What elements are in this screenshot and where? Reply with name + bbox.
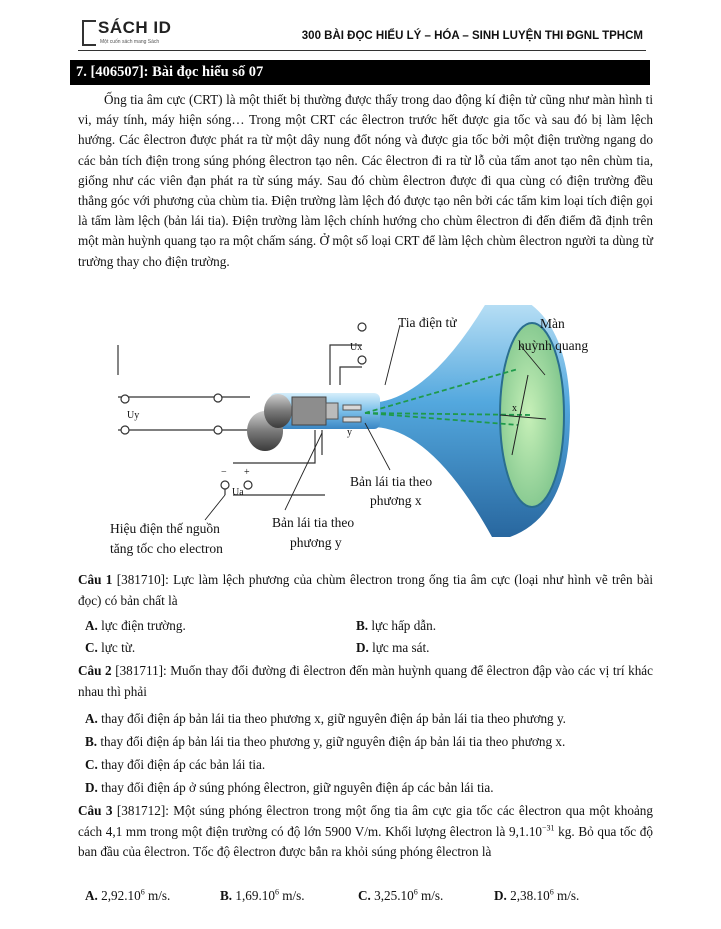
q3-option-a-key: A. bbox=[85, 888, 98, 903]
q3-option-a-exponent: 6 bbox=[140, 887, 145, 897]
question-1-label: Câu 1 bbox=[78, 572, 113, 587]
question-1 bbox=[78, 570, 653, 611]
question-2-text: [381711]: Muốn thay đổi đường đi êlectron đến màn huỳnh quang để êlectron đập vào các vị trí khác nhau thì phải bbox=[78, 663, 654, 699]
q2-option-d[interactable] bbox=[85, 780, 494, 796]
label-ux: Ux bbox=[350, 342, 363, 353]
label-axis-x: x bbox=[512, 403, 517, 414]
q3-option-b-key: B. bbox=[220, 888, 233, 903]
brand-logo bbox=[82, 18, 192, 52]
q2-option-c[interactable] bbox=[85, 757, 265, 773]
y-plate bbox=[326, 403, 338, 419]
label-screen-2: huỳnh quang bbox=[518, 338, 589, 353]
question-3-text-1: [381712]: Một súng phóng êlectron trong một ống tia âm cực gia tốc các êlectron qua một khoảng cách 4,1 mm trong một điện trường có độ lớn 5900 V/m. Khối lượng êlectron là 9,1.10 bbox=[78, 803, 653, 839]
label-beam: Tia điện tử bbox=[398, 315, 457, 330]
label-ua: Ua bbox=[232, 487, 244, 498]
q3-option-a-unit: m/s. bbox=[144, 888, 171, 903]
q3-option-b-exponent: 6 bbox=[274, 887, 279, 897]
label-plus: + bbox=[244, 467, 250, 478]
q1-option-c-key: C. bbox=[85, 640, 98, 655]
q1-option-c-text: lực từ. bbox=[97, 640, 136, 655]
q2-option-d-key: D. bbox=[85, 780, 98, 795]
q3-option-c-unit: m/s. bbox=[417, 888, 444, 903]
passage-text: Ống tia âm cực (CRT) là một thiết bị thường được thấy trong dao động kí điện tử cũng như màn hình ti vi, máy tính, máy hiện sóng… Trong một CRT các êlectron trước hết được gia tốc và sau đó bị làm lệch hướng. Các êlectron được phát ra từ một dây nung đốt nóng và được gia tốc bởi một điện trường ngang do các bản tích điện trong súng phóng êlectron tạo nên. Các êlectron đi ra từ lỗ của tấm anot tạo nên chùm tia, giống như các viên đạn phát ra từ súng máy. Sau đó chùm êlectron được đi qua cùng có điện trường đều thẳng góc với phương của chùm tia. Điện trường làm lệch đó được tạo nên bởi các tấm kim loại tích điện gọi là tấm làm lệch (bản lái tia). Điện trường làm lệch chính hướng cho chùm êlectron đi đến điểm đã định trên một màn huỳnh quang tạo ra một chấm sáng. Ở một số loại CRT để làm lệch chùm êlectron người ta dùng từ trường thay cho điện trường. bbox=[78, 92, 653, 269]
question-1-stem bbox=[78, 570, 653, 611]
question-2 bbox=[78, 661, 653, 702]
label-plate-y-1: Bản lái tia theo bbox=[272, 515, 355, 530]
q1-option-a-text: lực điện trường. bbox=[97, 618, 186, 633]
section-title: 7. [406507]: Bài đọc hiểu số 07 bbox=[70, 60, 650, 85]
q1-option-a[interactable] bbox=[85, 618, 186, 634]
gun-cathode bbox=[264, 394, 292, 428]
q3-option-d[interactable] bbox=[494, 888, 579, 904]
q3-option-a-mantissa: 2,92.10 bbox=[97, 888, 141, 903]
q2-option-b-text: thay đổi điện áp bản lái tia theo phương y, giữ nguyên điện áp bản lái tia theo phương x. bbox=[97, 734, 566, 749]
q2-option-c-key: C. bbox=[85, 757, 98, 772]
question-2-stem bbox=[78, 661, 653, 702]
book-icon bbox=[82, 20, 96, 46]
q2-option-d-text: thay đổi điện áp ở súng phóng êlectron, giữ nguyên điện áp các bản lái tia. bbox=[97, 780, 494, 795]
question-3-stem bbox=[78, 801, 653, 863]
label-plate-y-2: phương y bbox=[290, 535, 342, 550]
q2-option-a-key: A. bbox=[85, 711, 98, 726]
label-plate-x-1: Bản lái tia theo bbox=[350, 474, 433, 489]
q2-option-a[interactable] bbox=[85, 711, 566, 727]
q3-option-b-unit: m/s. bbox=[278, 888, 305, 903]
label-uy: Uy bbox=[127, 410, 140, 421]
q3-option-c-exponent: 6 bbox=[413, 887, 418, 897]
q3-option-c-mantissa: 3,25.10 bbox=[370, 888, 414, 903]
label-screen-1: Màn bbox=[540, 316, 565, 331]
q3-option-c[interactable] bbox=[358, 888, 443, 904]
logo-text: SÁCH ID bbox=[98, 18, 172, 37]
crt-diagram-svg bbox=[100, 305, 625, 560]
crt-diagram bbox=[100, 305, 625, 560]
q3-option-d-unit: m/s. bbox=[553, 888, 580, 903]
label-axis-y: y bbox=[347, 427, 352, 438]
question-3-exponent: −31 bbox=[542, 823, 555, 833]
q3-option-d-key: D. bbox=[494, 888, 507, 903]
document-title: 300 BÀI ĐỌC HIỂU LÝ – HÓA – SINH LUYỆN THI ĐGNL TPHCM bbox=[301, 30, 643, 42]
q3-option-d-exponent: 6 bbox=[549, 887, 554, 897]
x-plate-top bbox=[343, 405, 361, 410]
q1-option-b-key: B. bbox=[356, 618, 369, 633]
q1-option-d[interactable] bbox=[356, 640, 429, 656]
header-divider bbox=[78, 50, 646, 51]
question-2-label: Câu 2 bbox=[78, 663, 112, 678]
q1-option-a-key: A. bbox=[85, 618, 98, 633]
label-plate-x-2: phương x bbox=[370, 493, 422, 508]
question-3-label: Câu 3 bbox=[78, 803, 113, 818]
q3-option-b-mantissa: 1,69.10 bbox=[232, 888, 275, 903]
q1-option-d-key: D. bbox=[356, 640, 369, 655]
label-minus: − bbox=[221, 467, 227, 478]
q2-option-a-text: thay đổi điện áp bản lái tia theo phương x, giữ nguyên điện áp bản lái tia theo phương y. bbox=[97, 711, 566, 726]
q2-option-c-text: thay đổi điện áp các bản lái tia. bbox=[97, 757, 266, 772]
question-3-text-2: kg. Bỏ qua tốc độ ban đầu của êlectron. Tốc độ êlectron được bắn ra khỏi súng phóng êlectron là bbox=[78, 823, 653, 859]
logo-tagline: Một cuốn sách mang Sách bbox=[100, 39, 160, 45]
q3-option-a[interactable] bbox=[85, 888, 170, 904]
q1-option-b[interactable] bbox=[356, 618, 436, 634]
q2-option-b[interactable] bbox=[85, 734, 565, 750]
q1-option-b-text: lực hấp dẫn. bbox=[368, 618, 437, 633]
q3-option-d-mantissa: 2,38.10 bbox=[506, 888, 550, 903]
q3-option-b[interactable] bbox=[220, 888, 305, 904]
anode bbox=[292, 397, 326, 425]
question-3 bbox=[78, 801, 653, 863]
q1-option-d-text: lực ma sát. bbox=[368, 640, 430, 655]
question-1-text: [381710]: Lực làm lệch phương của chùm êlectron trong ống tia âm cực (loại như hình vẽ trên bài đọc) có bản chất là bbox=[78, 572, 653, 608]
x-plate-bottom bbox=[343, 417, 361, 422]
label-source-2: tăng tốc cho electron bbox=[110, 541, 223, 556]
label-source-1: Hiệu điện thế nguồn bbox=[110, 521, 220, 536]
reading-passage bbox=[78, 90, 653, 272]
q1-option-c[interactable] bbox=[85, 640, 135, 656]
q3-option-c-key: C. bbox=[358, 888, 371, 903]
q2-option-b-key: B. bbox=[85, 734, 98, 749]
